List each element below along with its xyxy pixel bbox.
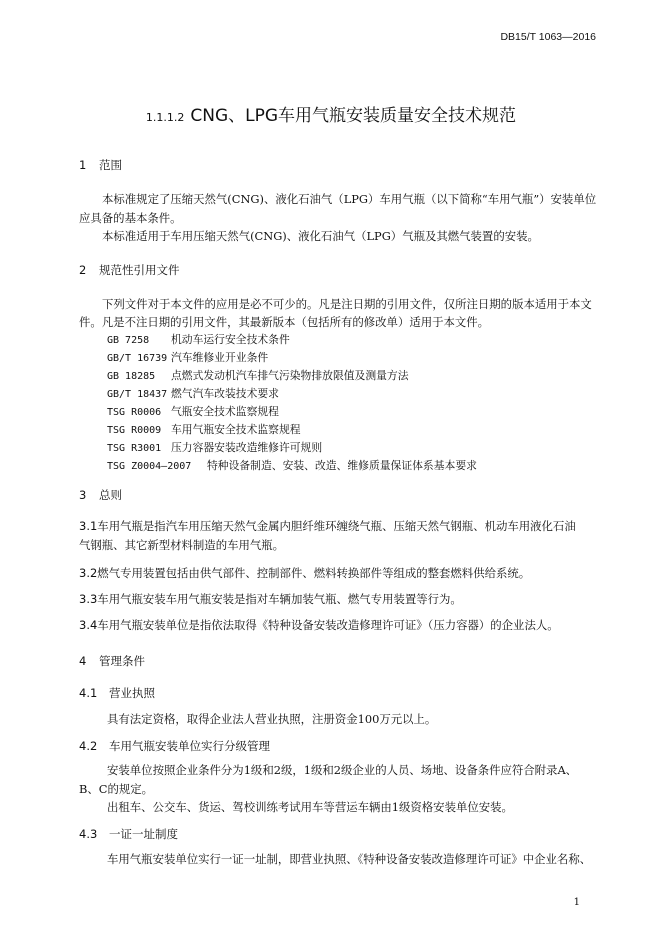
clause-3-2: 3.2燃气专用装置包括由供气部件、控制部件、燃料转换部件等组成的整套燃料供给系统。 (79, 566, 531, 580)
reference-item: TSG R0006 气瓶安全技术监察规程 (107, 405, 279, 418)
reference-item: TSG Z0004—2007 特种设备制造、安装、改造、维修质量保证体系基本要求 (107, 459, 477, 472)
section-3-heading (79, 487, 122, 503)
section-1-heading (79, 157, 122, 173)
title-text: CNG、LPG车用气瓶安装质量安全技术规范 (190, 106, 517, 126)
s1-paragraph-2: 本标准适用于车用压缩天然气(CNG)、液化石油气（LPG）气瓶及其燃气装置的安装。 (102, 229, 539, 243)
section-title: 总则 (99, 488, 122, 502)
reference-item: GB 7258 机动车运行安全技术条件 (107, 333, 290, 346)
s4-2-paragraph-1-line-1: 安装单位按照企业条件分为1级和2级，1级和2级企业的人员、场地、设备条件应符合附录A、 (107, 763, 578, 777)
s1-paragraph-1-line-2: 应具备的基本条件。 (79, 211, 182, 225)
section-4-heading (79, 653, 145, 669)
title-number: 1.1.1.2 (145, 111, 185, 124)
clause-3-4: 3.4车用气瓶安装单位是指依法取得《特种设备安装改造修理许可证》（压力容器）的企业法人。 (79, 618, 559, 632)
clause-3-1-line-2: 气钢瓶、其它新型材料制造的车用气瓶。 (79, 538, 285, 552)
reference-item: GB/T 18437 燃气汽车改装技术要求 (107, 387, 279, 400)
s4-2-paragraph-2: 出租车、公交车、货运、驾校训练考试用车等营运车辆由1级资格安装单位安装。 (107, 800, 513, 814)
reference-item: GB/T 16739 汽车维修业开业条件 (107, 351, 269, 364)
section-number: 4 (79, 654, 87, 668)
s4-1-paragraph: 具有法定资格，取得企业法人营业执照，注册资金100万元以上。 (107, 712, 437, 726)
section-title: 范围 (99, 158, 122, 172)
page-title (0, 101, 662, 126)
s2-paragraph-line-2: 件。凡是不注日期的引用文件，其最新版本（包括所有的修改单）适用于本文件。 (79, 315, 490, 329)
standard-number: DB15/T 1063—2016 (500, 31, 596, 43)
reference-item: TSG R3001 压力容器安装改造维修许可规则 (107, 441, 323, 454)
clause-3-3: 3.3车用气瓶安装车用气瓶安装是指对车辆加装气瓶、燃气专用装置等行为。 (79, 592, 462, 606)
section-title: 规范性引用文件 (99, 263, 180, 277)
section-number: 2 (79, 263, 87, 277)
reference-item: TSG R0009 车用气瓶安全技术监察规程 (107, 423, 301, 436)
clause-3-1-line-1: 3.1车用气瓶是指汽车用压缩天然气金属内胆纤维环缠绕气瓶、压缩天然气钢瓶、机动车用液化石油 (79, 519, 576, 533)
s2-paragraph-line-1: 下列文件对于本文件的应用是必不可少的。凡是注日期的引用文件，仅所注日期的版本适用于本文 (102, 297, 592, 311)
s1-paragraph-1-line-1: 本标准规定了压缩天然气(CNG)、液化石油气（LPG）车用气瓶（以下简称“车用气瓶”）安装单位 (102, 192, 597, 206)
subsection-4-2-heading: 4.2 车用气瓶安装单位实行分级管理 (79, 739, 270, 753)
section-title: 管理条件 (99, 654, 145, 668)
subsection-4-3-heading: 4.3 一证一址制度 (79, 827, 178, 841)
section-number: 3 (79, 488, 87, 502)
subsection-4-1-heading: 4.1 营业执照 (79, 686, 155, 700)
page-number: 1 (573, 897, 580, 908)
section-2-heading (79, 262, 180, 278)
reference-item: GB 18285 点燃式发动机汽车排气污染物排放限值及测量方法 (107, 369, 409, 382)
s4-3-paragraph: 车用气瓶安装单位实行一证一址制，即营业执照、《特种设备安装改造修理许可证》中企业名称、 (107, 852, 592, 866)
section-number: 1 (79, 158, 87, 172)
s4-2-paragraph-1-line-2: B、C的规定。 (79, 782, 154, 796)
